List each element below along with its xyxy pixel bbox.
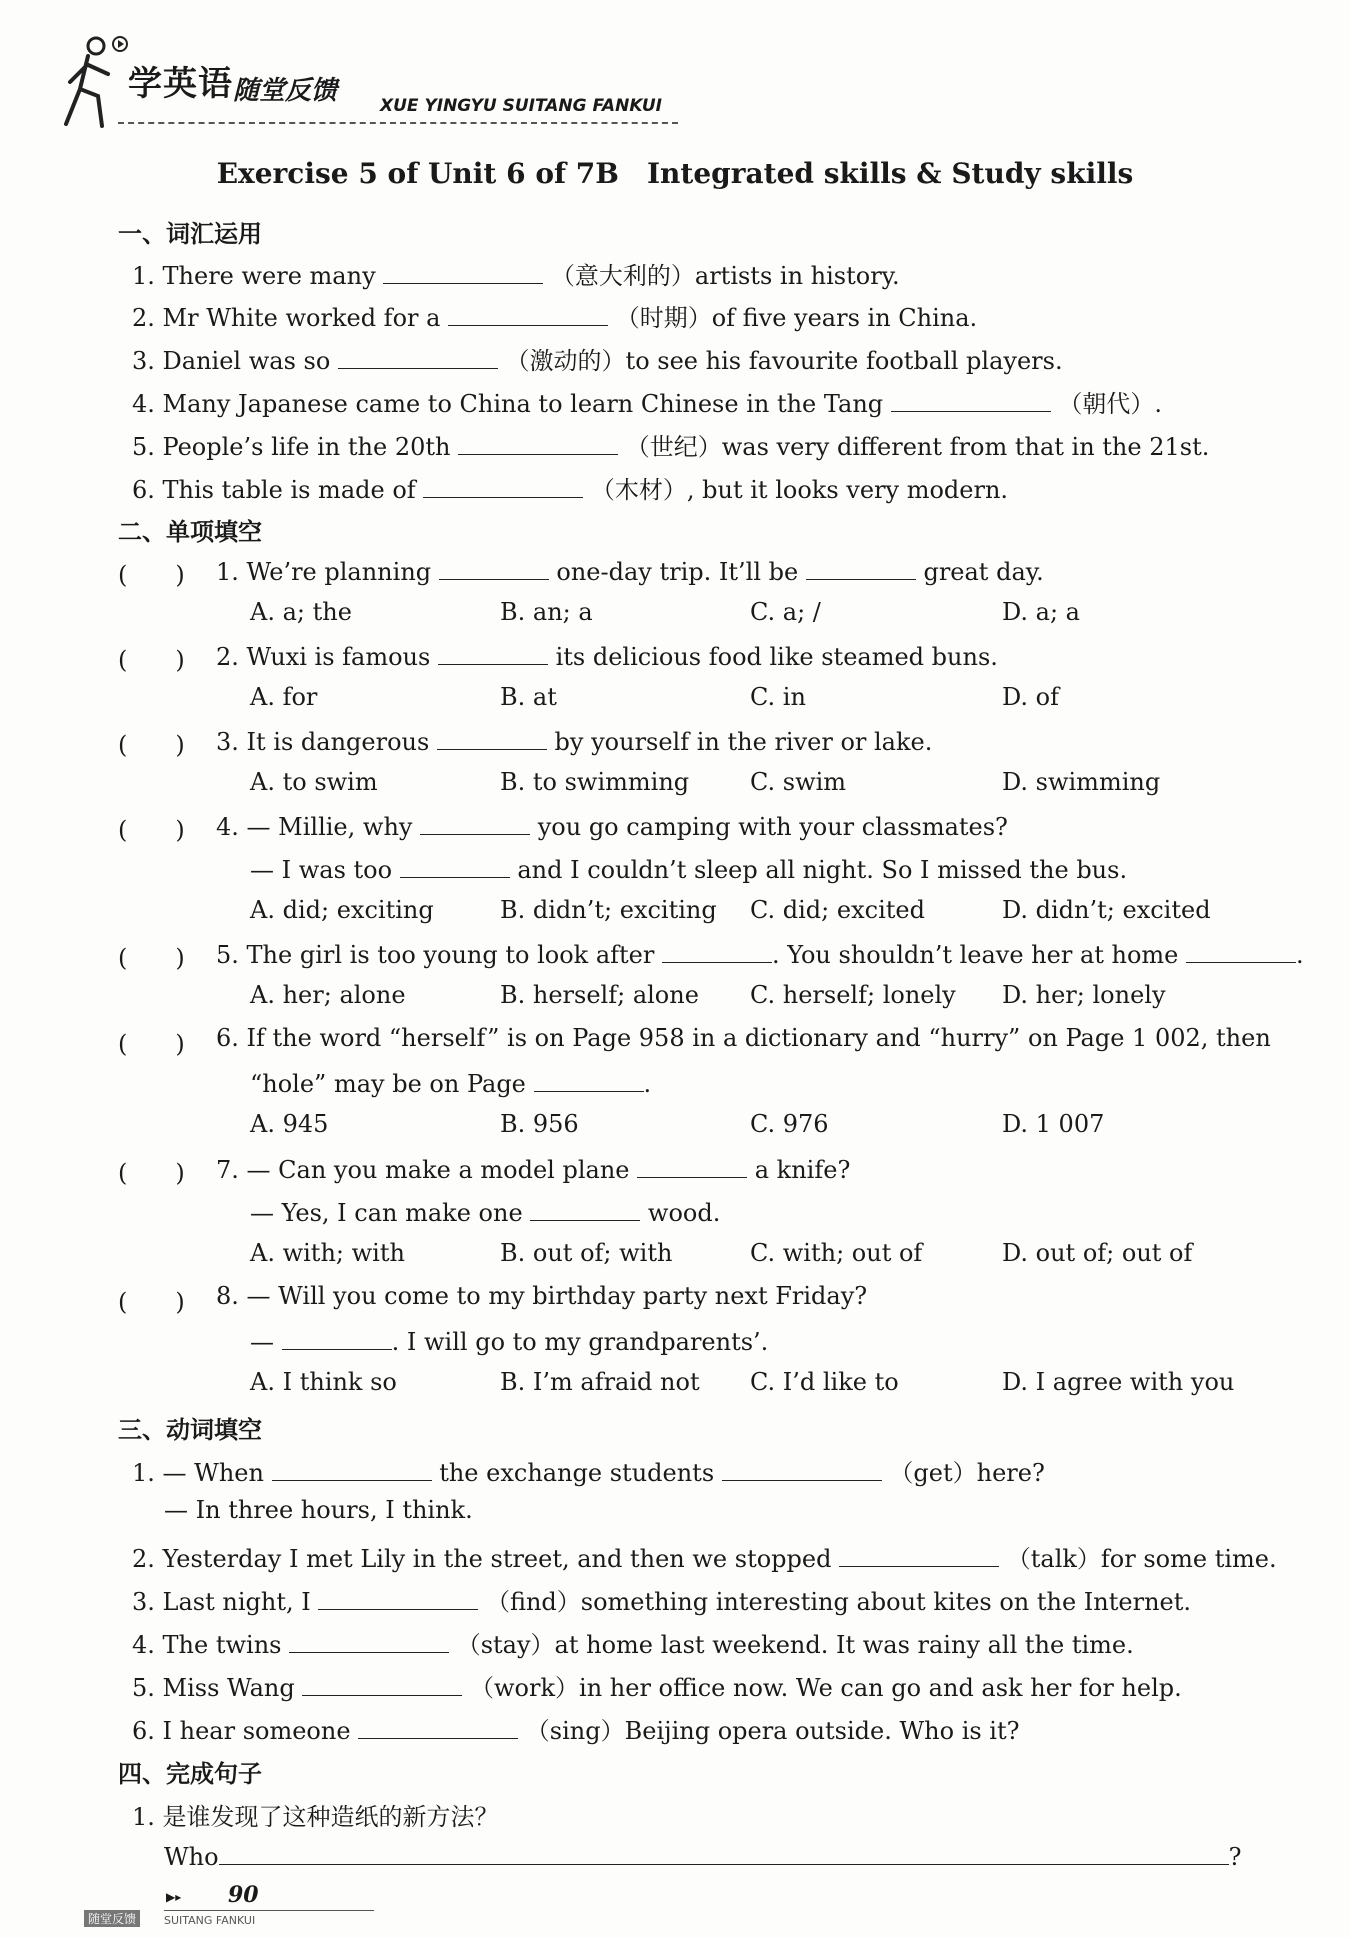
option[interactable]: A. did; exciting	[250, 896, 434, 924]
answer-blank[interactable]	[839, 1542, 999, 1567]
question-line: “hole” may be on Page .	[250, 1067, 651, 1098]
verb-item: 2. Yesterday I met Lily in the street, and then we stopped （talk）for some time.	[132, 1539, 1277, 1574]
option[interactable]: A. to swim	[250, 768, 378, 796]
option[interactable]: C. with; out of	[750, 1239, 923, 1267]
answer-blank[interactable]	[272, 1456, 432, 1481]
option[interactable]: D. out of; out of	[1002, 1239, 1193, 1267]
question-line: 7. — Can you make a model plane a knife?	[216, 1153, 850, 1184]
answer-paren[interactable]: ( )	[118, 816, 185, 844]
question-line: 6. If the word “herself” is on Page 958 in a dictionary and “hurry” on Page 1 002, then	[216, 1024, 1271, 1052]
answer-blank[interactable]	[530, 1196, 640, 1221]
vocab-item: 5. People’s life in the 20th （世纪）was very different from that in the 21st.	[132, 427, 1209, 462]
option[interactable]: C. herself; lonely	[750, 981, 956, 1009]
question-line: — I was too and I couldn’t sleep all night. So I missed the bus.	[250, 853, 1127, 884]
answer-blank[interactable]	[318, 1585, 478, 1610]
option[interactable]: A. a; the	[250, 598, 352, 626]
answer-blank[interactable]	[302, 1671, 462, 1696]
vocab-item: 2. Mr White worked for a （时期）of five years in China.	[132, 298, 977, 333]
vocab-item: 4. Many Japanese came to China to learn Chinese in the Tang （朝代）.	[132, 384, 1162, 419]
logo-pinyin: XUE YINGYU SUITANG FANKUI	[380, 96, 663, 116]
footer-tag: 随堂反馈	[84, 1910, 140, 1927]
footer-rule	[164, 1910, 374, 1911]
question-line: 2. Wuxi is famous its delicious food like steamed buns.	[216, 640, 998, 671]
option[interactable]: C. in	[750, 683, 806, 711]
answer-blank[interactable]	[358, 1714, 518, 1739]
option[interactable]: C. a; /	[750, 598, 821, 626]
option[interactable]: B. to swimming	[500, 768, 690, 796]
answer-blank[interactable]	[439, 555, 549, 580]
option[interactable]: A. for	[250, 683, 318, 711]
option[interactable]: B. out of; with	[500, 1239, 673, 1267]
option[interactable]: A. her; alone	[250, 981, 406, 1009]
answer-blank[interactable]	[383, 259, 543, 284]
question-line: 4. — Millie, why you go camping with your classmates?	[216, 810, 1008, 841]
answer-blank[interactable]	[891, 387, 1051, 412]
question-line: 5. The girl is too young to look after . You shouldn’t leave her at home .	[216, 938, 1304, 969]
option[interactable]: D. 1 007	[1002, 1110, 1105, 1138]
sentence-prompt: 1. 是谁发现了这种造纸的新方法？	[132, 1803, 499, 1831]
option[interactable]: B. at	[500, 683, 557, 711]
answer-paren[interactable]: ( )	[118, 731, 185, 759]
section-heading-verb-fill: 三、动词填空	[118, 1416, 262, 1444]
runner-icon	[58, 34, 128, 134]
answer-blank[interactable]	[338, 344, 498, 369]
answer-paren[interactable]: ( )	[118, 1288, 185, 1316]
option[interactable]: B. didn’t; exciting	[500, 896, 717, 924]
option[interactable]: C. did; excited	[750, 896, 925, 924]
question-line: 8. — Will you come to my birthday party next Friday?	[216, 1282, 868, 1310]
answer-blank[interactable]	[458, 430, 618, 455]
verb-item: 3. Last night, I （find）something interesting about kites on the Internet.	[132, 1582, 1191, 1617]
option[interactable]: B. 956	[500, 1110, 579, 1138]
answer-blank[interactable]	[289, 1628, 449, 1653]
footer	[84, 1882, 304, 1932]
question-line: — . I will go to my grandparents’.	[250, 1325, 768, 1356]
section-heading-multiple-choice: 二、单项填空	[118, 518, 262, 546]
answer-blank[interactable]	[423, 473, 583, 498]
option[interactable]: D. swimming	[1002, 768, 1161, 796]
section-heading-complete-sentences: 四、完成句子	[118, 1760, 262, 1788]
option[interactable]: A. with; with	[250, 1239, 405, 1267]
answer-blank[interactable]	[662, 938, 772, 963]
sentence-answer-line: Who ?	[164, 1840, 1241, 1871]
answer-paren[interactable]: ( )	[118, 646, 185, 674]
verb-item: 5. Miss Wang （work）in her office now. We can go and ask her for help.	[132, 1668, 1182, 1703]
answer-paren[interactable]: ( )	[118, 1030, 185, 1058]
arrow-icon: ▶▸	[166, 1890, 182, 1904]
option[interactable]: D. her; lonely	[1002, 981, 1166, 1009]
answer-blank[interactable]	[448, 301, 608, 326]
option[interactable]: D. I agree with you	[1002, 1368, 1235, 1396]
logo-sub: 随堂反馈	[233, 76, 338, 106]
option[interactable]: A. 945	[250, 1110, 329, 1138]
answer-blank[interactable]	[400, 853, 510, 878]
verb-item-answer-line: — In three hours, I think.	[164, 1496, 473, 1524]
logo: 学英语	[128, 64, 233, 104]
verb-item: 6. I hear someone （sing）Beijing opera outside. Who is it?	[132, 1711, 1020, 1746]
answer-blank[interactable]	[1186, 938, 1296, 963]
footer-tag-pinyin: SUITANG FANKUI	[164, 1914, 256, 1927]
vocab-item: 6. This table is made of （木材）, but it looks very modern.	[132, 470, 1008, 505]
option[interactable]: D. didn’t; excited	[1002, 896, 1211, 924]
option[interactable]: A. I think so	[250, 1368, 397, 1396]
question-line: 3. It is dangerous by yourself in the river or lake.	[216, 725, 932, 756]
answer-blank[interactable]	[420, 810, 530, 835]
question-line: 1. We’re planning one-day trip. It’ll be great day.	[216, 555, 1044, 586]
section-heading-vocabulary: 一、词汇运用	[118, 220, 262, 248]
answer-blank[interactable]	[806, 555, 916, 580]
answer-blank[interactable]	[282, 1325, 392, 1350]
answer-blank[interactable]	[219, 1840, 1229, 1865]
answer-blank[interactable]	[722, 1456, 882, 1481]
answer-paren[interactable]: ( )	[118, 561, 185, 589]
answer-blank[interactable]	[437, 725, 547, 750]
option[interactable]: B. herself; alone	[500, 981, 699, 1009]
answer-paren[interactable]: ( )	[118, 1159, 185, 1187]
answer-blank[interactable]	[534, 1067, 644, 1092]
option[interactable]: D. a; a	[1002, 598, 1080, 626]
vocab-item: 1. There were many （意大利的）artists in history.	[132, 256, 900, 291]
header-divider	[118, 122, 678, 124]
option[interactable]: B. I’m afraid not	[500, 1368, 700, 1396]
option[interactable]: C. 976	[750, 1110, 829, 1138]
option[interactable]: C. I’d like to	[750, 1368, 899, 1396]
option[interactable]: C. swim	[750, 768, 847, 796]
header	[58, 34, 678, 134]
answer-blank[interactable]	[637, 1153, 747, 1178]
page-title: Exercise 5 of Unit 6 of 7B Integrated skills & Study skills	[216, 157, 1134, 190]
answer-blank[interactable]	[438, 640, 548, 665]
answer-paren[interactable]: ( )	[118, 944, 185, 972]
page-number: 90	[228, 1882, 259, 1908]
option[interactable]: D. of	[1002, 683, 1059, 711]
vocab-item: 3. Daniel was so （激动的）to see his favourite football players.	[132, 341, 1063, 376]
option[interactable]: B. an; a	[500, 598, 593, 626]
question-line: — Yes, I can make one wood.	[250, 1196, 720, 1227]
verb-item: 4. The twins （stay）at home last weekend. It was rainy all the time.	[132, 1625, 1134, 1660]
verb-item: 1. — When the exchange students （get）here?	[132, 1453, 1045, 1488]
